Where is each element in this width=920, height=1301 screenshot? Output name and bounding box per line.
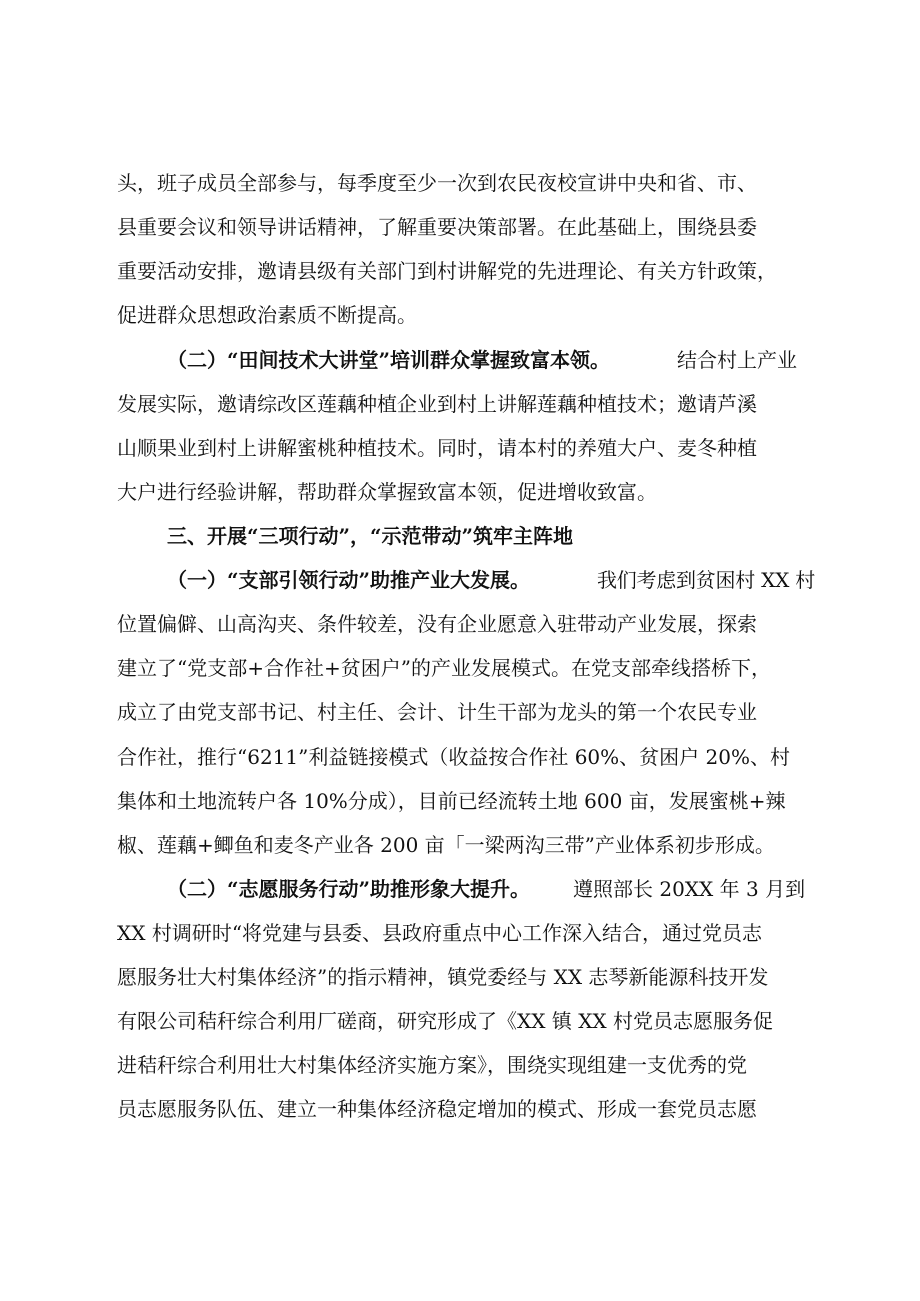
- p1-line-2: [0, 207, 920, 247]
- text: 我们考虑到贫困村 XX 村: [597, 568, 815, 592]
- p3-line-6: [0, 781, 920, 821]
- p2-line-4: [0, 472, 920, 512]
- p4-line-4: [0, 1001, 920, 1041]
- text: 合作社，推行“6211”利益链接模式（收益按合作社 60%、贫困户 20%、村: [117, 745, 790, 769]
- p2-line-2: [0, 384, 920, 424]
- section-heading: [0, 516, 920, 556]
- text: 大户进行经验讲解，帮助群众掌握致富本领，促进增收致富。: [117, 480, 657, 504]
- p1-line-4: [0, 295, 920, 335]
- text: XX 村调研时“将党建与县委、县政府重点中心工作深入结合，通过党员志: [117, 921, 763, 945]
- text: 有限公司秸秆综合利用厂磋商，研究形成了《XX 镇 XX 村党员志愿服务促: [117, 1009, 774, 1033]
- p3-line-2: [0, 604, 920, 644]
- p4-line-5: [0, 1045, 920, 1085]
- text: 员志愿服务队伍、建立一种集体经济稳定增加的模式、形成一套党员志愿: [117, 1097, 757, 1121]
- text: 椒、莲藕+鲫鱼和麦冬产业各 200 亩「一梁两沟三带”产业体系初步形成。: [117, 833, 775, 857]
- text: 三、开展“三项行动”，“示范带动”筑牢主阵地: [167, 524, 574, 548]
- text: 位置偏僻、山高沟夹、条件较差，没有企业愿意入驻带动产业发展，探索: [117, 612, 757, 636]
- p4-line-2: [0, 913, 920, 953]
- p4-line-6: [0, 1089, 920, 1129]
- p4-line-1: [0, 869, 920, 909]
- text: 县重要会议和领导讲话精神，了解重要决策部署。在此基础上，围绕县委: [117, 215, 757, 239]
- text: 进秸秆综合利用壮大村集体经济实施方案》，围绕实现组建一支优秀的党: [117, 1053, 747, 1077]
- p3-line-4: [0, 692, 920, 732]
- text: 结合村上产业: [677, 348, 797, 372]
- p1-line-1: [0, 163, 920, 203]
- text: 愿服务壮大村集体经济”的指示精神，镇党委经与 XX 志琴新能源科技开发: [117, 965, 769, 989]
- p4-line-3: [0, 957, 920, 997]
- text: 建立了“党支部+合作社+贫困户”的产业发展模式。在党支部牵线搭桥下，: [117, 656, 771, 680]
- subheading: （二）“志愿服务行动”助推形象大提升。: [167, 877, 531, 901]
- subheading: （二）“田间技术大讲堂”培训群众掌握致富本领。: [167, 348, 611, 372]
- p1-line-3: [0, 251, 920, 291]
- text: 重要活动安排，邀请县级有关部门到村讲解党的先进理论、有关方针政策，: [117, 259, 777, 283]
- text: 头，班子成员全部参与，每季度至少一次到农民夜校宣讲中央和省、市、: [117, 171, 757, 195]
- text: 成立了由党支部书记、村主任、会计、计生干部为龙头的第一个农民专业: [117, 700, 757, 724]
- p2-line-1: [0, 340, 920, 380]
- text: 发展实际，邀请综改区莲藕种植企业到村上讲解莲藕种植技术；邀请芦溪: [117, 392, 757, 416]
- p3-line-5: [0, 737, 920, 777]
- text: 集体和土地流转户各 10%分成），目前已经流转土地 600 亩，发展蜜桃+辣: [117, 789, 786, 813]
- subheading: （一）“支部引领行动”助推产业大发展。: [167, 568, 531, 592]
- text: 遵照部长 20XX 年 3 月到: [573, 877, 806, 901]
- p2-line-3: [0, 428, 920, 468]
- p3-line-7: [0, 825, 920, 865]
- text: 促进群众思想政治素质不断提高。: [117, 303, 417, 327]
- text: 山顺果业到村上讲解蜜桃种植技术。同时，请本村的养殖大户、麦冬种植: [117, 436, 757, 460]
- p3-line-1: [0, 560, 920, 600]
- p3-line-3: [0, 648, 920, 688]
